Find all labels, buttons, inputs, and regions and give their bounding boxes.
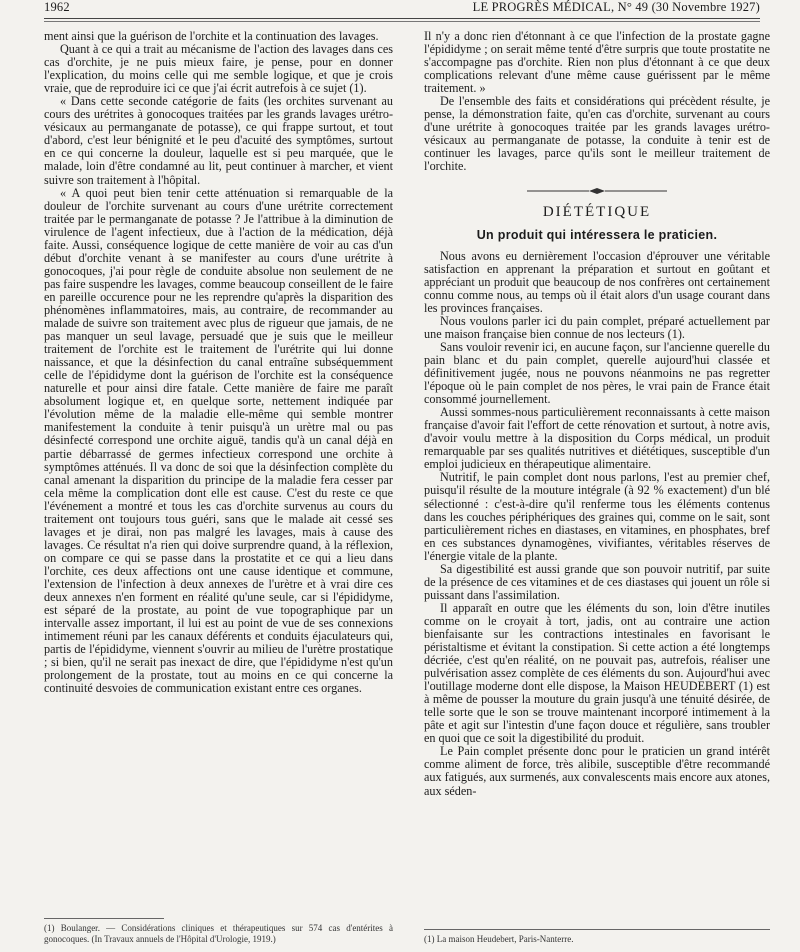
page-number: 1962 [44, 0, 70, 14]
left-paragraph-1: ment ainsi que la guérison de l'orchite et la continuation des lavages. [44, 29, 379, 43]
section-divider [424, 180, 770, 202]
right-paragraph-6: Aussi sommes-nous particulièrement reconnaissants à cette maison française d'avoir fait l'effort de cette rénovation et surtout, à notre avis, d'avoir voulu mettre à la disposition du Corps médical, un produit remarquable par ses qualités nutritives et diététiques, susceptible d'un emploi judicieux en thérapeutique alimentaire. [424, 405, 770, 472]
right-paragraph-7: Nutritif, le pain complet dont nous parlons, l'est au premier chef, puisqu'il résulte de la mouture intégrale (à 92 % exactement) d'un blé sélectionné : c'est-à-dire qu'il renferme tous les éléments contenus dans les couches périphériques des graines qui, comme on le sait, sont particulièrement riches en diastases, en vitamines, en phosphates, bref en ces substances dynamogènes, vivifiantes, véritables réserves de l'énergie vitale de la plante. [424, 470, 770, 563]
right-paragraph-10: Le Pain complet présente donc pour le praticien un grand intérêt comme aliment de force, très alibile, susceptible d'être recommandé aux fatigués, aux surmenés, aux convalescents mais encore aux atones, aux séden- [424, 744, 770, 798]
journal-title: LE PROGRÈS MÉDICAL, N° 49 (30 Novembre 1927) [472, 0, 760, 14]
running-head [44, 0, 760, 16]
left-paragraph-4: « A quoi peut bien tenir cette atténuation si remarquable de la douleur de l'orchite survenant au cours d'une urétrite correctement traitée par le permanganate de potasse ? Je l'attribue à la diminution de virulence de l'agent infectieux, due à l'action de la médication, déjà faite. Aussi, conséquence logique de cette manière de voir au cas d'un début d'orchite venant à se manifester au cours d'une urétrite à gonocoques, j'ai pour règle de conduite absolue non seulement de ne pas faire suspendre les lavages, comme beaucoup conseillent de le faire en pareille occurence pour ne les reprendre qu'après la disparition des phénomènes inflammatoires, mais, au contraire, de recommander au malade de suivre son traitement avec plus de rigueur que jamais, de ne pas manquer un seul lavage, persuadé que je suis que le meilleur traitement de l'orchite est le traitement de l'urétrite qui lui donne naissance, et que la désinfection du canal entraîne subséquemment celle de l'épididyme dont la guérison de l'orchite est la conséquence naturelle et pour ainsi dire fatale. Cette manière de faire me paraît absolument logique et, en quelque sorte, nettement indiquée par l'évolution même de la maladie elle-même qui semble montrer manifestement la conduite à tenir puisqu'à un urètre mal ou pas désinfecté correspond une orchite aiguë, tandis qu'à un canal déjà en partie débarrassé de germes infectieux correspond une orchite à symptômes atténués. Il va donc de soi que la désinfection complète du canal amenant la disparition du principe de la maladie fera cesser par cela même la complication dont elle est cause. C'est du reste ce que l'événement a montré et tous les cas d'orchite survenus au cours du traitement ont toujours tous guéri, sans que le malade ait cessé ses lavages et je dirai, non pas malgré les lavages, mais à cause des lavages. Ce résultat n'a rien qui doive surprendre quand, à la réflexion, on compare ce qui se passe dans la prostatite et ce qui a lieu dans l'orchite, ces deux affections ont une cause identique et commune, l'extension de l'infection à deux annexes de l'urètre et à vrai dire ces deux annexes n'en forment en réalité qu'une seule, car si l'épididyme, est séparé de la prostate, au point de vue topographique par un intervalle assez important, il lui est au point de vue de ses connexions intimement réuni par les canaux déférents et conduits éjaculateurs qui, partis de l'épididyme, viennent s'ouvrir au milieu de l'urètre prostatique ; si bien, qu'il ne serait pas inexact de dire, que l'épididyme n'est qu'un prolongement de la prostate, tout au moins en ce qui concerne la continuité desvoies de communication existant entre ces organes. [44, 185, 393, 696]
footnote-rule [44, 918, 164, 919]
right-paragraph-9: Il apparaît en outre que les éléments du son, loin d'être inutiles comme on le croyait à tort, jadis, ont au contraire une action bienfaisante sur les contractions intestinales en favorisant le péristaltisme et évitant la constipation. Si cette action a été longtemps décriée, c'est qu'en réalité, on ne pouvait pas, autrefois, réaliser une pulvérisation assez complète de ces éléments du son. Aujourd'hui avec l'outillage moderne dont elle dispose, la Maison HEUDEBERT (1) est à même de pousser la mouture du grain jusqu'à une ténuité désirée, de telle sorte que le son se trouve maintenant incorporé intimement à la pâte et agit sur l'intestin d'une façon douce et régulière, sans troubler en quoi que ce soit la digestibilité du produit. [424, 600, 770, 746]
article-title: Un produit qui intéressera le praticien. [476, 227, 718, 242]
right-paragraph-3: Nous avons eu dernièrement l'occasion d'éprouver une véritable satisfaction en apprenant la préparation et surtout en goûtant et appréciant un produit que beaucoup de nos confrères ont certainement connu comme nous, au temps où il était alors d'un usage courant dans les provinces françaises. [424, 248, 770, 315]
section-title: DIÉTÉTIQUE [542, 203, 652, 220]
ornament-rule-icon [527, 186, 667, 196]
left-footnotes [44, 918, 393, 944]
left-footnote: (1) Boulanger. — Considérations cliniques et thérapeutiques sur 574 cas d'entérites à gonocoques. (In Travaux annuels de l'Hôpital d'Urologie, 1919.) [44, 923, 393, 944]
right-paragraph-5: Sans vouloir revenir ici, en aucune façon, sur l'ancienne querelle du pain blanc et du pain complet, querelle aujourd'hui classée et définitivement jugée, nous ne pouvons néanmoins ne pas regretter l'époque où le pain complet de nos pères, le vrai pain de France était consommé journellement. [424, 339, 770, 407]
left-paragraph-3: « Dans cette seconde catégorie de faits (les orchites survenant au cours des urétrites à gonocoques traitées par les grands lavages urétro-vésicaux au permanganate de potasse), ce qui frappe surtout, et tout d'abord, c'est leur bénignité et le peu d'acuité des symptômes, surtout en ce qui concerne la douleur, laquelle est si peu marquée, que le malade, loin d'être condamné au lit, peut continuer à marcher, et vient suivre son traitement à l'hôpital. [44, 94, 393, 187]
right-paragraph-2: De l'ensemble des faits et considérations qui précèdent résulte, je pense, la démonstration faite, qu'en cas d'orchite, survenant au cours d'une urétrite à gonocoques traitée par les grands lavages urétro-vésicaux au permanganate de potasse, la conduite à tenir est de continuer les lavages, parce qu'ils sont le meilleur traitement de l'orchite. [424, 94, 770, 174]
right-footnotes [424, 929, 770, 945]
left-column [44, 30, 393, 944]
right-paragraph-4: Nous voulons parler ici du pain complet, préparé actuellement par une maison française bien connue de nos lecteurs (1). [424, 313, 770, 341]
right-paragraph-8: Sa digestibilité est aussi grande que son pouvoir nutritif, par suite de la présence de ces vitamines et de ces diastases qui jouent un rôle si puissant dans l'assimilation. [424, 561, 770, 602]
left-paragraph-2: Quant à ce qui a trait au mécanisme de l'action des lavages dans ces cas d'orchite, je ne puis mieux faire, je pense, pour en donner l'explication, du moins celle qui me semble logique, et que je crois vraie, que de reproduire ici ce que j'ai écrit autrefois à ce sujet (1). [44, 42, 393, 96]
header-rule [44, 18, 760, 19]
right-footnote: (1) La maison Heudebert, Paris-Nanterre. [424, 933, 574, 944]
header-rule-thin [44, 21, 760, 22]
footnote-rule-right [424, 929, 770, 930]
right-paragraph-1: Il n'y a donc rien d'étonnant à ce que l'infection de la prostate gagne l'épididyme ; on serait même tenté d'être surpris que toute prostatite ne s'accompagne pas d'orchite. Rien non plus d'étonnant à ce que deux complications relevant d'une même cause guérissent par le même traitement. » [424, 29, 770, 96]
right-column [424, 30, 770, 944]
